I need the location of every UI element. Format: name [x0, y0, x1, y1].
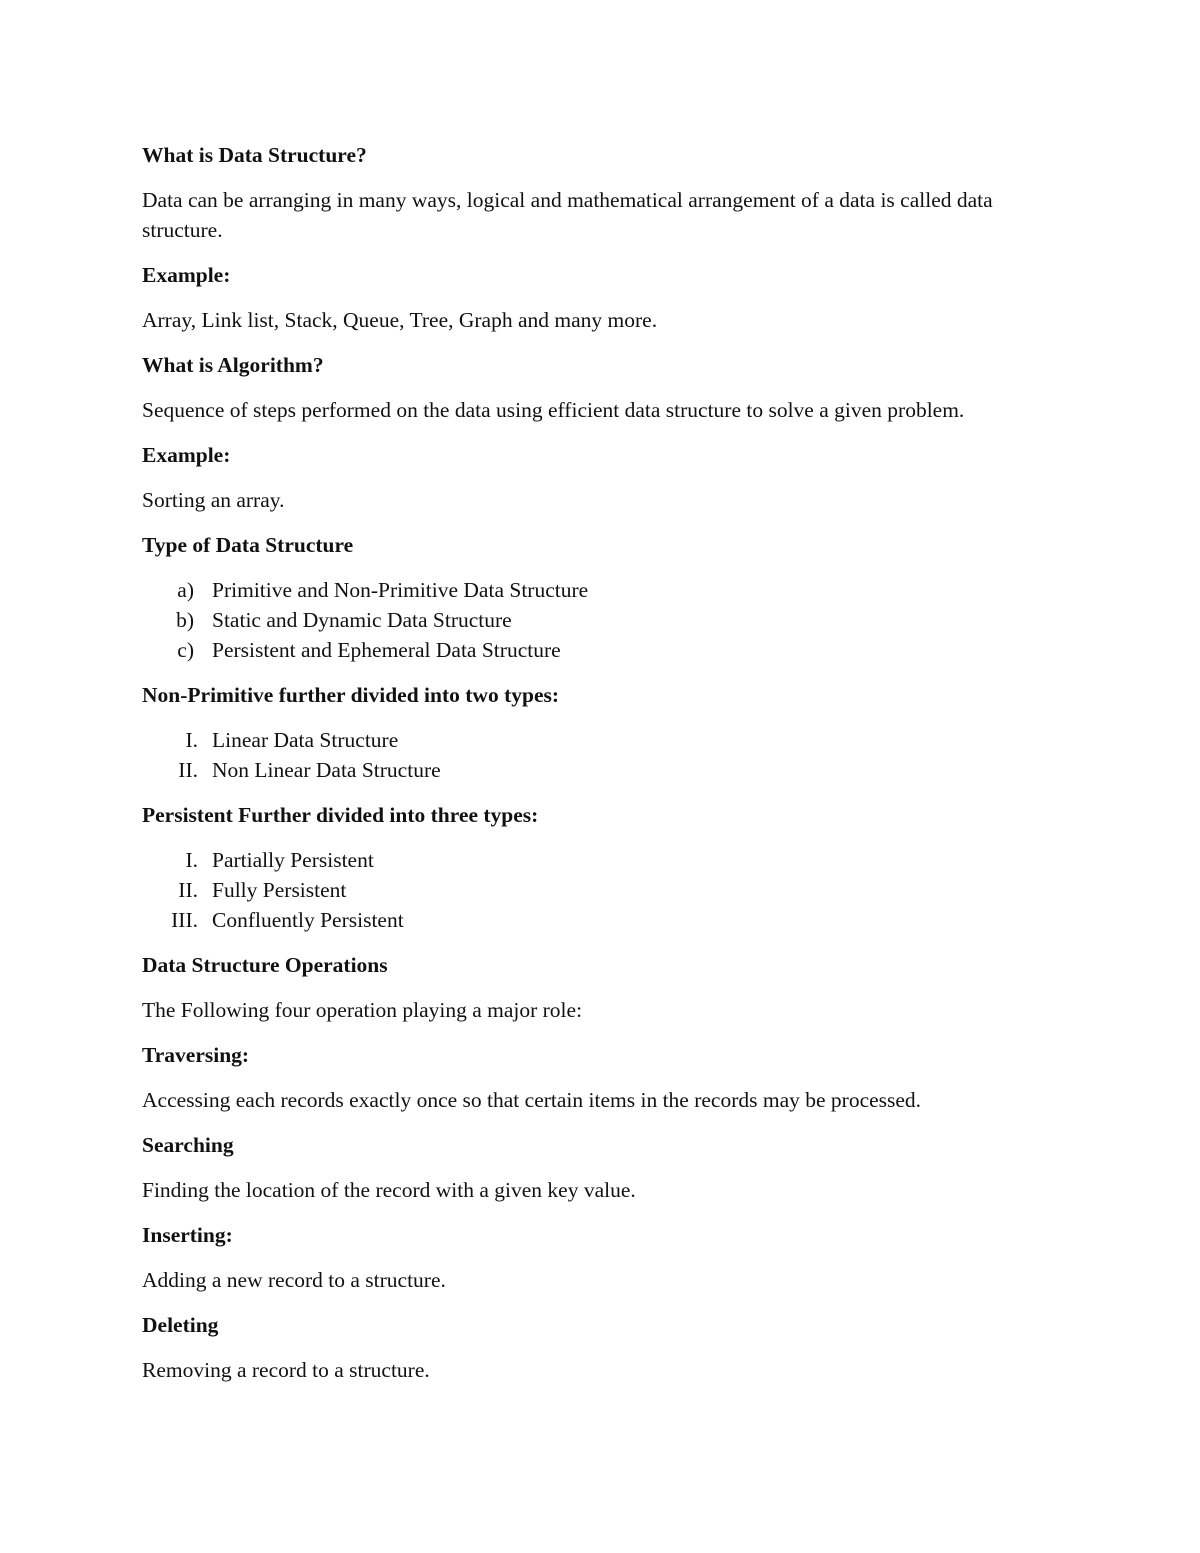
list-item-label: Static and Dynamic Data Structure	[212, 608, 512, 632]
paragraph-searching: Finding the location of the record with a given key value.	[142, 1178, 636, 1202]
heading-searching: Searching	[142, 1133, 234, 1157]
list-marker: b)	[176, 608, 194, 632]
list-marker: III.	[171, 908, 198, 932]
heading-deleting: Deleting	[142, 1313, 219, 1337]
heading-what-is-algorithm: What is Algorithm?	[142, 353, 324, 377]
heading-example-data-structure: Example:	[142, 263, 231, 287]
heading-inserting: Inserting:	[142, 1223, 233, 1247]
heading-what-is-data-structure: What is Data Structure?	[142, 143, 367, 167]
list-non-primitive-types	[142, 725, 1072, 785]
list-item-label: Fully Persistent	[212, 878, 347, 902]
paragraph-operations-intro: The Following four operation playing a major role:	[142, 998, 583, 1022]
list-item	[142, 635, 1072, 665]
paragraph-data-structure-example: Array, Link list, Stack, Queue, Tree, Graph and many more.	[142, 308, 658, 332]
list-item	[142, 725, 1072, 755]
list-marker: II.	[178, 878, 198, 902]
paragraph-algorithm-definition: Sequence of steps performed on the data using efficient data structure to solve a given problem.	[142, 398, 965, 422]
list-marker: I.	[185, 848, 198, 872]
paragraph-traversing: Accessing each records exactly once so that certain items in the records may be processed.	[142, 1088, 922, 1112]
heading-type-of-data-structure: Type of Data Structure	[142, 533, 354, 557]
list-item-label: Linear Data Structure	[212, 728, 399, 752]
list-types-of-data-structure	[142, 575, 1072, 665]
list-item-label: Persistent and Ephemeral Data Structure	[212, 638, 561, 662]
list-item	[142, 905, 1072, 935]
document-body	[142, 140, 1072, 1400]
paragraph-deleting: Removing a record to a structure.	[142, 1358, 430, 1382]
heading-data-structure-operations: Data Structure Operations	[142, 953, 388, 977]
list-marker: I.	[185, 728, 198, 752]
list-item	[142, 575, 1072, 605]
paragraph-algorithm-example: Sorting an array.	[142, 488, 285, 512]
list-item	[142, 875, 1072, 905]
paragraph-data-structure-definition: Data can be arranging in many ways, logical and mathematical arrangement of a data is called data structure.	[142, 188, 993, 242]
list-item-label: Non Linear Data Structure	[212, 758, 441, 782]
list-item	[142, 605, 1072, 635]
list-item-label: Primitive and Non-Primitive Data Structure	[212, 578, 589, 602]
heading-non-primitive-types: Non-Primitive further divided into two types:	[142, 683, 560, 707]
list-item	[142, 845, 1072, 875]
list-item	[142, 755, 1072, 785]
list-marker: II.	[178, 758, 198, 782]
heading-traversing: Traversing:	[142, 1043, 250, 1067]
list-item-label: Confluently Persistent	[212, 908, 404, 932]
list-persistent-types	[142, 845, 1072, 935]
list-marker: c)	[177, 638, 194, 662]
heading-example-algorithm: Example:	[142, 443, 231, 467]
list-marker: a)	[177, 578, 194, 602]
list-item-label: Partially Persistent	[212, 848, 374, 872]
heading-persistent-types: Persistent Further divided into three types:	[142, 803, 539, 827]
paragraph-inserting: Adding a new record to a structure.	[142, 1268, 446, 1292]
